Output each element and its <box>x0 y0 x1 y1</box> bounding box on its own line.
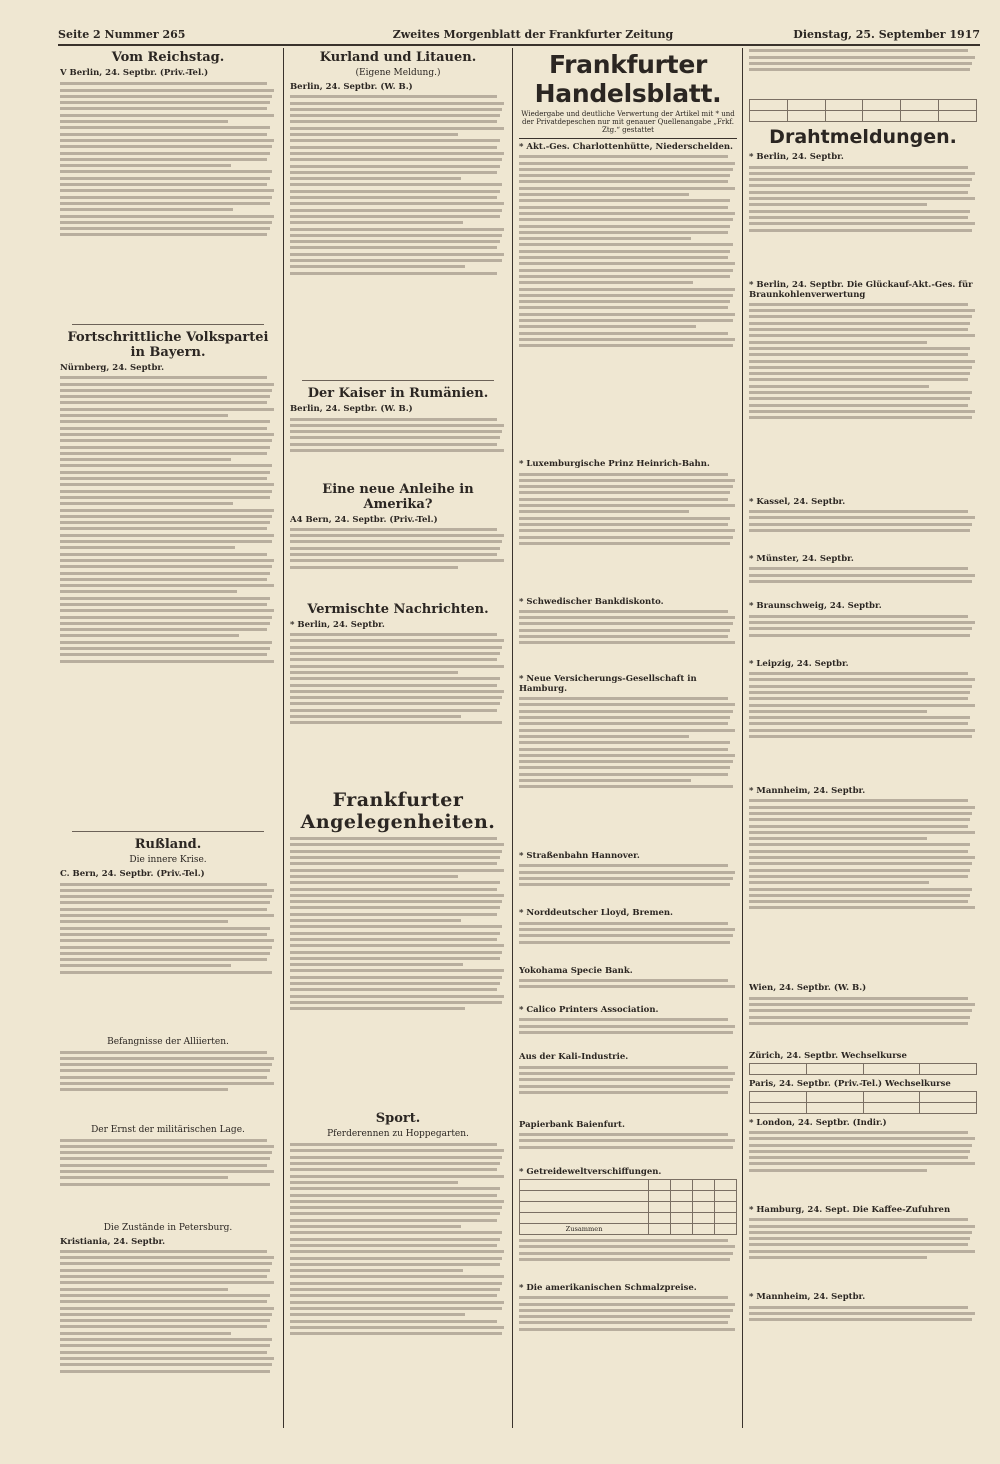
article-subtitle: Pferderennen zu Hoppegarten. <box>327 1129 469 1140</box>
article-body <box>749 1218 977 1288</box>
article-body <box>519 922 737 962</box>
dateline: V Berlin, 24. Septbr. (Priv.-Tel.) <box>60 68 209 78</box>
report-heading: * Die amerikanischen Schmalzpreise. <box>519 1282 697 1293</box>
article-body <box>749 303 977 493</box>
report-heading: * Mannheim, 24. Septbr. <box>749 786 866 797</box>
article-title: Kurland und Litauen. <box>319 50 477 65</box>
column-divider <box>512 48 513 1428</box>
article-body <box>749 166 977 276</box>
dateline: C. Bern, 24. Septbr. (Priv.-Tel.) <box>60 869 205 880</box>
exchange-rates-table <box>749 1063 977 1075</box>
article-title: Fortschrittliche Volkspartei in Bayern. <box>67 330 269 360</box>
article-body <box>519 1066 737 1116</box>
report-heading: * Akt.-Ges. Charlottenhütte, Niederschelden. <box>519 142 733 152</box>
report-heading: * Münster, 24. Septbr. <box>749 554 854 565</box>
column-drahtmeldungen <box>749 46 977 1426</box>
article-body <box>749 510 977 550</box>
article-body <box>519 864 737 904</box>
report-heading: * Luxemburgische Prinz Heinrich-Bahn. <box>519 459 710 470</box>
article-body <box>60 1250 276 1426</box>
report-heading: Paris, 24. Septbr. (Priv.-Tel.) Wechselkurse <box>749 1078 951 1089</box>
column-handelsblatt <box>519 46 737 1426</box>
dateline: Berlin, 24. Septbr. (W. B.) <box>290 404 413 415</box>
article-body <box>519 473 737 593</box>
article-body <box>749 1131 977 1201</box>
article-body <box>749 997 977 1047</box>
article-body <box>519 155 737 455</box>
page-number: Seite 2 Nummer 265 <box>58 28 186 41</box>
report-heading: * Schwedischer Bankdiskonto. <box>519 596 664 607</box>
article-body <box>519 979 737 1001</box>
report-heading: Yokohama Specie Bank. <box>519 965 633 976</box>
article-body <box>290 418 506 478</box>
issue-date: Dienstag, 25. September 1917 <box>793 28 980 41</box>
column-divider <box>742 48 743 1428</box>
separator <box>72 324 264 325</box>
report-heading: * Calico Printers Association. <box>519 1005 659 1016</box>
article-subtitle: Der Ernst der militärischen Lage. <box>91 1124 245 1135</box>
report-heading: Papierbank Baienfurt. <box>519 1119 625 1130</box>
table-total-label: Zusammen <box>520 1223 649 1234</box>
report-heading: * Mannheim, 24. Septbr. <box>749 1292 866 1303</box>
report-heading: * Braunschweig, 24. Septbr. <box>749 601 882 612</box>
report-heading: * Hamburg, 24. Sept. Die Kaffee-Zufuhren <box>749 1204 951 1215</box>
article-body <box>749 615 977 655</box>
article-body <box>749 799 977 979</box>
article-title: Rußland. <box>134 837 202 853</box>
article-body <box>519 610 737 670</box>
article-body <box>519 1296 737 1356</box>
article-body <box>749 1306 977 1336</box>
article-body <box>749 672 977 782</box>
article-body <box>60 376 276 826</box>
article-title: Vermischte Nachrichten. <box>307 601 489 617</box>
report-heading: Aus der Kali-Industrie. <box>519 1052 629 1063</box>
article-title: Der Kaiser in Rumänien. <box>307 386 489 402</box>
column-divider <box>283 48 284 1428</box>
article-body <box>60 883 276 1033</box>
report-heading: * Berlin, 24. Septbr. <box>749 152 844 163</box>
dateline: Kristiania, 24. Septbr. <box>60 1236 166 1247</box>
column-news <box>290 46 506 1426</box>
section-note: Wiedergabe und deutliche Verwertung der Artikel mit * und der Privatdepeschen nur mit genauer Quellenangabe „Frkf. Ztg.“ gestattet <box>521 110 735 134</box>
dateline: Nürnberg, 24. Septbr. <box>60 363 165 373</box>
article-body <box>519 1239 737 1279</box>
article-subtitle: Befangnisse der Alliierten. <box>107 1036 229 1047</box>
article-title: Vom Reichstag. <box>111 50 225 65</box>
dateline: Berlin, 24. Septbr. (W. B.) <box>290 82 413 92</box>
continued-text <box>749 49 977 95</box>
separator <box>72 831 264 832</box>
article-body <box>290 837 506 1107</box>
article-body <box>60 79 276 319</box>
article-subtitle: Die Zustände in Petersburg. <box>103 1222 233 1233</box>
report-heading: * London, 24. Septbr. (Indir.) <box>749 1117 887 1128</box>
article-subtitle: Die innere Krise. <box>129 855 207 866</box>
article-subtitle: (Eigene Meldung.) <box>355 68 441 78</box>
report-heading: * Leipzig, 24. Septbr. <box>749 658 849 669</box>
exchange-rates-table <box>749 1091 977 1114</box>
article-body <box>290 1143 506 1426</box>
masthead <box>58 28 980 42</box>
article-body <box>519 697 737 847</box>
section-title: Frankfurter Handelsblatt. <box>534 50 722 108</box>
rule <box>519 138 737 139</box>
report-heading: * Norddeutscher Lloyd, Bremen. <box>519 908 673 919</box>
newspaper-title: Zweites Morgenblatt der Frankfurter Zeitung <box>392 28 674 41</box>
report-heading: * Berlin, 24. Septbr. Die Glückauf-Akt.-Ges. für Braunkohlenverwertung <box>749 279 973 300</box>
report-heading: Zürich, 24. Septbr. Wechselkurse <box>749 1050 907 1061</box>
report-heading: * Straßenbahn Hannover. <box>519 851 640 862</box>
report-heading: Wien, 24. Septbr. (W. B.) <box>749 983 867 994</box>
report-heading: * Neue Versicherungs-Gesellschaft in Hamburg. <box>519 673 697 694</box>
article-body <box>749 567 977 597</box>
article-body <box>60 1051 276 1121</box>
article-body <box>60 1139 276 1219</box>
article-body <box>519 1018 737 1048</box>
article-body <box>290 95 506 375</box>
section-title: Sport. <box>375 1111 421 1127</box>
section-title: Drahtmeldungen. <box>769 126 957 149</box>
article-body <box>519 1133 737 1163</box>
article-body <box>290 528 506 598</box>
price-table <box>749 99 977 122</box>
section-title: Frankfurter Angelegenheiten. <box>300 789 496 834</box>
article-title: Eine neue Anleihe in Amerika? <box>322 481 474 512</box>
dateline: * Berlin, 24. Septbr. <box>290 619 385 630</box>
grain-shipments-table <box>519 1179 737 1235</box>
report-heading: * Getreideweltverschiffungen. <box>519 1166 662 1177</box>
dateline: A4 Bern, 24. Septbr. (Priv.-Tel.) <box>290 514 438 525</box>
column-politics <box>60 46 276 1426</box>
report-heading: * Kassel, 24. Septbr. <box>749 496 846 507</box>
article-body <box>290 633 506 783</box>
separator <box>302 380 494 381</box>
